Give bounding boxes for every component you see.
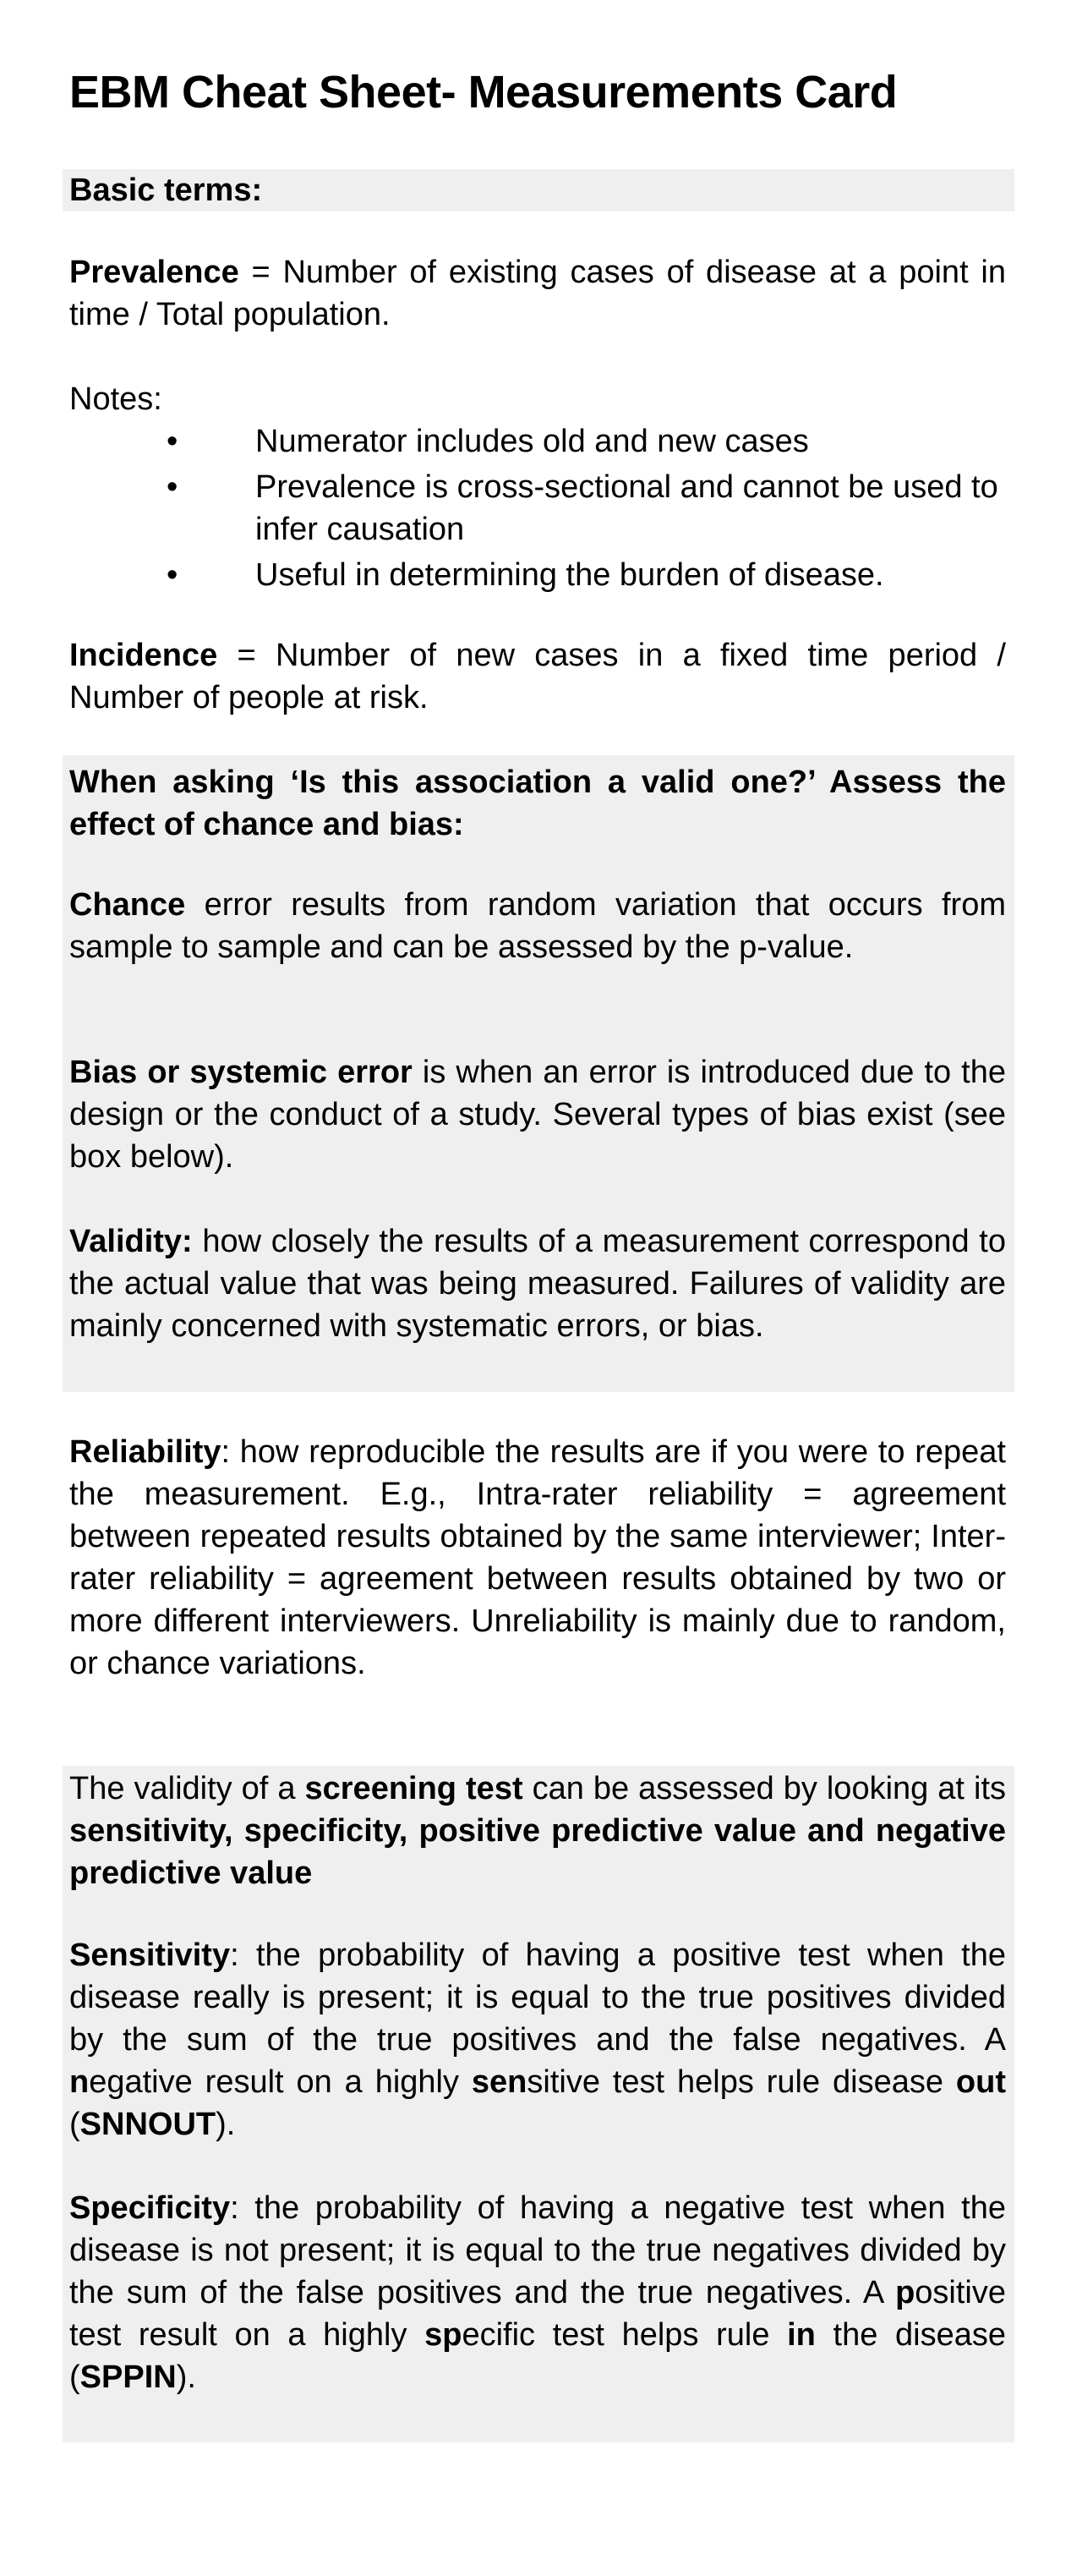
- bias-term: Bias or systemic error: [69, 1055, 413, 1090]
- prevalence-term: Prevalence: [69, 255, 239, 290]
- incidence-term: Incidence: [69, 638, 218, 673]
- screening-middle: can be assessed by looking at its: [522, 1771, 1006, 1806]
- notes-label: Notes:: [69, 381, 162, 417]
- validity-definition: how closely the results of a measurement correspond to the actual value that was being measured. Failures of validity are mainly concerned with systematic errors, or bias.: [69, 1224, 1006, 1344]
- bullet-icon: •: [167, 557, 178, 593]
- snnout-mnemonic: SNNOUT: [79, 2107, 216, 2142]
- sensitivity-paragraph: Sensitivity: the probability of having a positive test when the disease really is present; it is equal to the true positives divided by the sum of the true positives and the false negatives. A negative result on a highly sensitive test helps rule disease out (SNNOUT).: [69, 1937, 1006, 2142]
- prevalence-definition: = Number of existing cases of disease at a point in time / Total population.: [69, 255, 1006, 332]
- list-item: • Numerator includes old and new cases: [69, 420, 1006, 463]
- screening-measures: sensitivity, specificity, positive predictive value and negative predictive value: [69, 1813, 1006, 1891]
- basic-terms-heading: Basic terms:: [69, 173, 263, 208]
- page-title: EBM Cheat Sheet- Measurements Card: [69, 67, 898, 118]
- screening-term: screening test: [304, 1771, 523, 1806]
- chance-definition: error results from random variation that occurs from sample to sample and can be assessed by the p-value.: [69, 887, 1006, 965]
- association-heading: When asking ‘Is this association a valid one?’ Assess the effect of chance and bias:: [69, 765, 1006, 842]
- sensitivity-term: Sensitivity: [69, 1937, 231, 1973]
- sppin-mnemonic: SPPIN: [79, 2360, 177, 2395]
- incidence-definition: = Number of new cases in a fixed time period / Number of people at risk.: [69, 638, 1006, 715]
- validity-term: Validity:: [69, 1224, 193, 1259]
- bias-definition: is when an error is introduced due to the design or the conduct of a study. Several types of bias exist (see box below).: [69, 1055, 1006, 1175]
- bullet-icon: •: [167, 424, 178, 459]
- reliability-paragraph: [69, 1431, 1006, 1685]
- prevalence-paragraph: [69, 251, 1006, 336]
- validity-paragraph: [69, 1220, 1006, 1347]
- specificity-paragraph: Specificity: the probability of having a negative test when the disease is not present; it is equal to the true negatives divided by the sum of the false positives and the true negatives. A positive test result on a highly specific test helps rule in the disease (SPPIN).: [69, 2190, 1006, 2395]
- reliability-definition: : how reproducible the results are if you were to repeat the measurement. E.g., Intra-rater reliability = agreement between repeated results obtained by the same interviewer; Inter-rater reliability = agreement between results obtained by two or more different interviewers. Unreliability is mainly due to random, or chance variations.: [69, 1434, 1006, 1681]
- reliability-term: Reliability: [69, 1434, 221, 1470]
- chance-paragraph: [69, 884, 1006, 968]
- bias-paragraph: [69, 1051, 1006, 1178]
- specificity-term: Specificity: [69, 2190, 231, 2226]
- notes-list: [69, 420, 1006, 596]
- chance-term: Chance: [69, 887, 186, 923]
- list-item: • Prevalence is cross-sectional and cannot be used to infer causation: [69, 466, 1006, 551]
- screening-paragraph: [69, 1768, 1006, 1894]
- screening-intro: The validity of a: [69, 1771, 305, 1806]
- incidence-paragraph: [69, 634, 1006, 719]
- bullet-icon: •: [167, 469, 178, 505]
- list-item: • Useful in determining the burden of disease.: [69, 554, 1006, 596]
